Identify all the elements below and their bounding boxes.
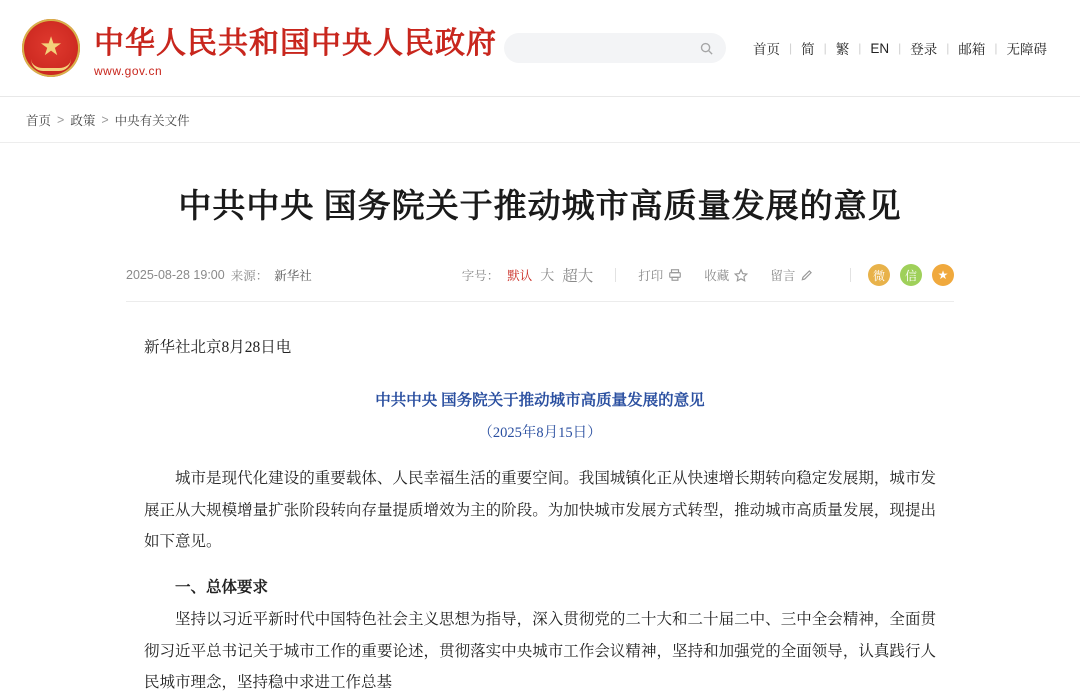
nav-divider: | bbox=[946, 41, 950, 55]
nav-divider: | bbox=[858, 41, 862, 55]
favorite-label: 收藏 bbox=[704, 269, 730, 284]
article bbox=[126, 143, 954, 699]
brand-subtitle: www.gov.cn bbox=[94, 64, 163, 78]
favorite-button[interactable] bbox=[704, 266, 748, 284]
nav-item-mail[interactable]: 邮箱 bbox=[958, 42, 986, 57]
star-icon bbox=[734, 268, 748, 282]
fontsize-xlarge-button[interactable]: 超大 bbox=[562, 268, 594, 286]
nav-divider: | bbox=[994, 41, 998, 55]
print-button[interactable] bbox=[638, 266, 682, 284]
nav-divider: | bbox=[823, 41, 827, 55]
meta-divider bbox=[850, 268, 851, 282]
paragraph: 城市是现代化建设的重要载体、人民幸福生活的重要空间。我国城镇化正从快速增长期转向稳定发展期，城市发展正从大规模增量扩张阶段转向存量提质增效为主的阶段。为加快城市发展方式转型，推动城市高质量发展，现提出如下意见。 bbox=[144, 469, 936, 551]
comment-button[interactable] bbox=[770, 266, 814, 284]
comment-label: 留言 bbox=[770, 269, 796, 284]
inner-title: 中共中央 国务院关于推动城市高质量发展的意见 bbox=[375, 392, 705, 410]
breadcrumb-separator: > bbox=[57, 112, 65, 127]
dateline: 新华社北京8月28日电 bbox=[144, 338, 292, 356]
nav-item-traditional[interactable]: 繁 bbox=[835, 42, 850, 57]
nav-item-accessibility[interactable]: 无障碍 bbox=[1006, 42, 1047, 57]
pencil-icon bbox=[800, 268, 814, 282]
nav-item-login[interactable]: 登录 bbox=[910, 42, 938, 57]
source-label: 来源： bbox=[230, 269, 269, 284]
header-right bbox=[504, 33, 1056, 63]
meta-left bbox=[126, 266, 312, 284]
search-input[interactable] bbox=[516, 41, 699, 55]
brand-title: 中华人民共和国中央人民政府 bbox=[94, 27, 497, 60]
share-group bbox=[868, 264, 954, 286]
header-nav bbox=[744, 38, 1056, 58]
brand-text bbox=[94, 18, 497, 78]
site-brand[interactable] bbox=[22, 18, 497, 78]
nav-item-english[interactable]: EN bbox=[870, 40, 890, 56]
fontsize-large-button[interactable]: 大 bbox=[540, 267, 555, 284]
article-meta-bar bbox=[126, 262, 954, 302]
source-value: 新华社 bbox=[274, 269, 312, 284]
wechat-share-icon[interactable]: 信 bbox=[900, 264, 922, 286]
publish-datetime: 2025-08-28 19:00 bbox=[126, 268, 225, 283]
breadcrumb-item-policy[interactable]: 政策 bbox=[70, 113, 96, 128]
favorite-share-icon[interactable]: ★ bbox=[932, 264, 954, 286]
breadcrumb-item-central-documents[interactable]: 中央有关文件 bbox=[114, 113, 190, 128]
meta-center bbox=[462, 264, 866, 286]
page-title: 中共中央 国务院关于推动城市高质量发展的意见 bbox=[178, 189, 902, 225]
nav-item-home[interactable]: 首页 bbox=[752, 42, 780, 57]
breadcrumb-separator: > bbox=[101, 112, 109, 127]
nav-divider: | bbox=[788, 41, 793, 55]
breadcrumb bbox=[0, 97, 1080, 143]
paragraph: 坚持以习近平新时代中国特色社会主义思想为指导，深入贯彻党的二十大和二十届二中、三中全会精神，全面贯彻习近平总书记关于城市工作的重要论述，贯彻落实中央城市工作会议精神，坚持和加强党的全面领导，认真践行人民城市理念，坚持稳中求进工作总基 bbox=[144, 610, 936, 692]
site-header bbox=[0, 0, 1080, 96]
search-box[interactable] bbox=[504, 33, 726, 63]
breadcrumb-item-home[interactable]: 首页 bbox=[26, 113, 52, 128]
article-body bbox=[126, 332, 954, 699]
print-label: 打印 bbox=[638, 269, 664, 284]
weibo-share-icon[interactable]: 微 bbox=[868, 264, 890, 286]
printer-icon bbox=[668, 268, 682, 282]
national-emblem-icon: ★ bbox=[22, 19, 80, 77]
inner-date: （2025年8月15日） bbox=[478, 425, 602, 442]
nav-divider: | bbox=[898, 41, 902, 55]
nav-item-simplified[interactable]: 简 bbox=[801, 42, 815, 57]
search-icon[interactable] bbox=[699, 41, 714, 56]
fontsize-default-button[interactable]: 默认 bbox=[507, 269, 533, 284]
fontsize-label: 字号： bbox=[461, 269, 500, 284]
meta-divider bbox=[615, 268, 616, 282]
section-heading: 一、总体要求 bbox=[175, 579, 269, 597]
